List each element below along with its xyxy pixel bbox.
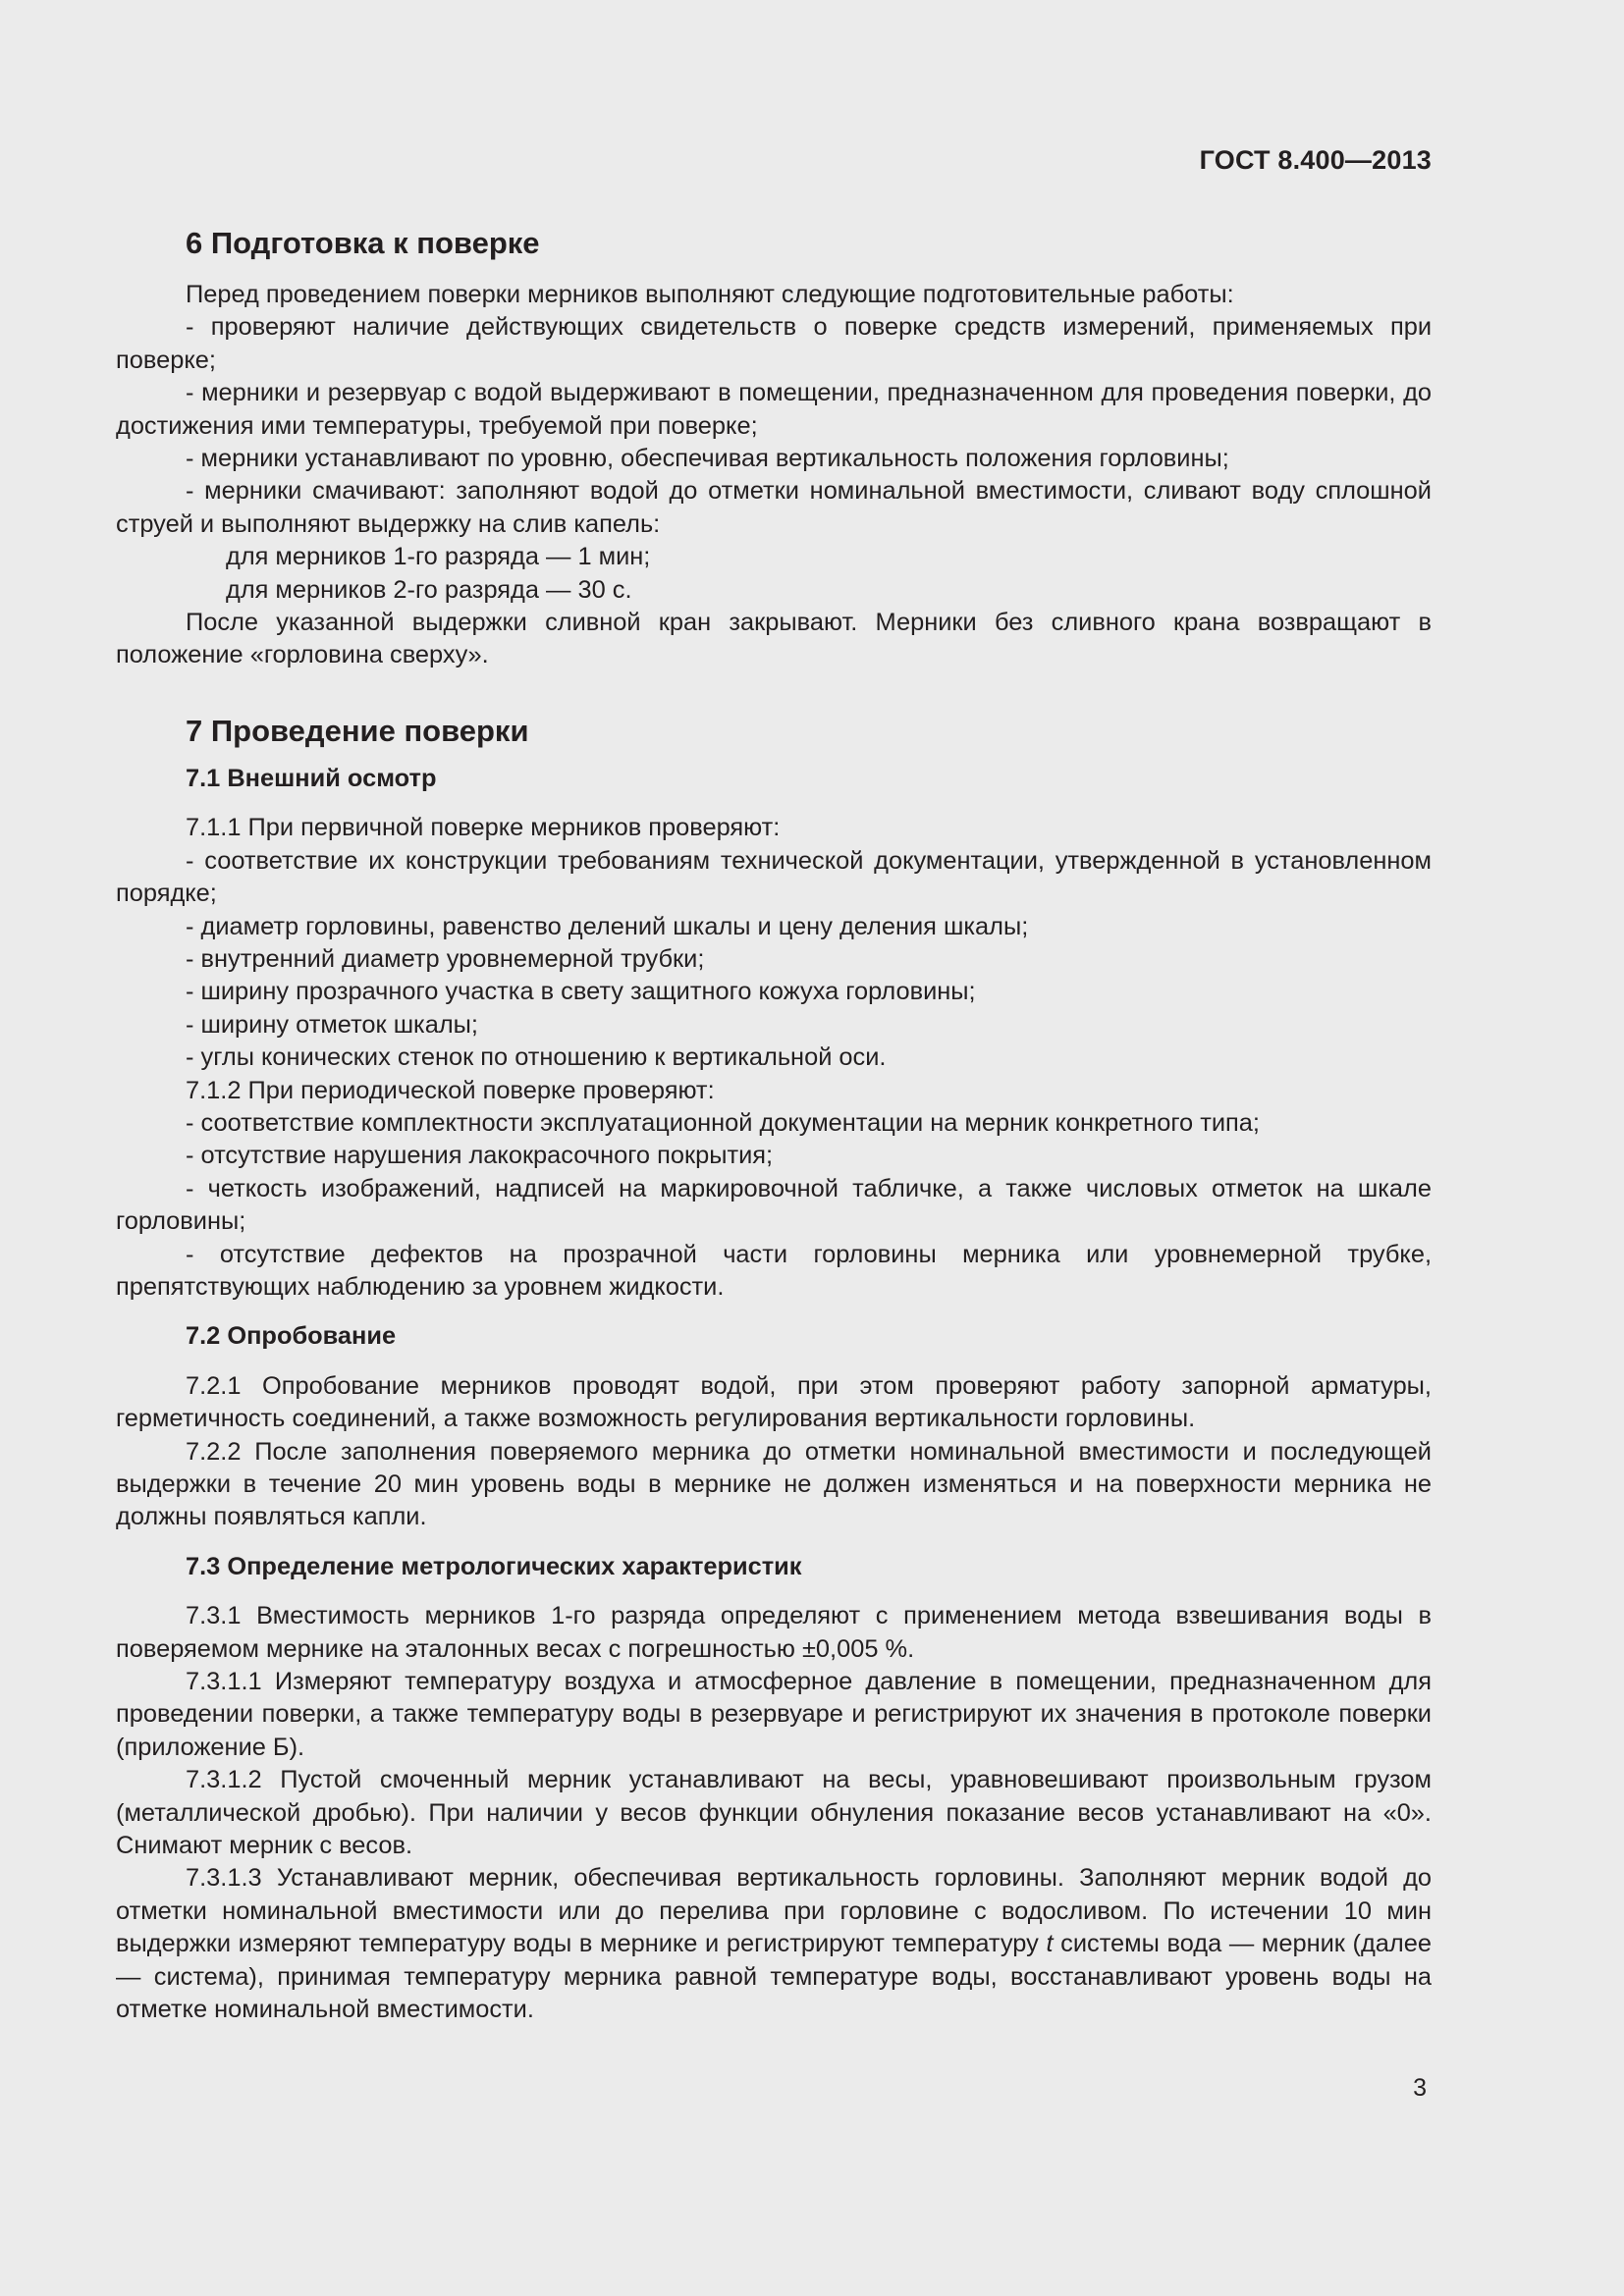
subsection-7-1-title: 7.1 Внешний осмотр	[186, 764, 437, 792]
list-item: - ширину прозрачного участка в свету защитного кожуха горловины;	[186, 978, 976, 1006]
paragraph: 7.1.1 При первичной поверке мерников проверяют:	[186, 814, 781, 842]
temperature-symbol: t	[1046, 1930, 1054, 1958]
list-item: - внутренний диаметр уровнемерной трубки;	[186, 944, 705, 973]
list-item: - ширину отметок шкалы;	[186, 1010, 478, 1039]
subsection-7-2-title: 7.2 Опробование	[186, 1322, 397, 1351]
sub-item: для мерников 2-го разряда — 30 с.	[226, 575, 632, 604]
paragraph: 7.1.2 При периодической поверке проверяют:	[186, 1076, 715, 1104]
paragraph: После указанной выдержки сливной кран закрывают. Мерники без сливного крана возвращают в положение «горловина сверху».	[116, 609, 1432, 669]
paragraph: Перед проведением поверки мерников выполняют следующие подготовительные работы:	[186, 281, 1234, 308]
section-7-title: 7 Проведение поверки	[186, 713, 529, 748]
paragraph: 7.2.1 Опробование мерников проводят водой, при этом проверяют работу запорной арматуры, герметичность соединений, а также возможность регулирования вертикальности горловины.	[116, 1371, 1432, 1433]
list-item: - диаметр горловины, равенство делений шкалы и цену деления шкалы;	[186, 912, 1029, 940]
document-page	[116, 0, 1432, 2296]
paragraph	[116, 1862, 1432, 2026]
subsection-7-3-title: 7.3 Определение метрологических характеристик	[186, 1552, 802, 1580]
page-content	[116, 224, 1432, 2027]
section-6-title: 6 Подготовка к поверке	[186, 226, 540, 260]
document-id-header: ГОСТ 8.400—2013	[1199, 145, 1432, 175]
paragraph-text: 7.3.1.3 Устанавливают мерник, обеспечивая вертикальность горловины. Заполняют мерник водой до отметки номинальной вместимости или до перелива при горловине с водосливом. По истечении 10 мин выдержки измеряют температуру воды в мернике и регистрируют температуру	[116, 1864, 1432, 1958]
list-item: - соответствие их конструкции требованиям технической документации, утвержденной в установленном порядке;	[116, 846, 1432, 908]
list-item: - соответствие комплектности эксплуатационной документации на мерник конкретного типа;	[186, 1108, 1260, 1137]
list-item: - мерники смачивают: заполняют водой до отметки номинальной вместимости, сливают воду сплошной струей и выполняют выдержку на слив капель:	[116, 477, 1432, 538]
list-item: - мерники устанавливают по уровню, обеспечивая вертикальность положения горловины;	[186, 445, 1229, 473]
list-item: - углы конических стенок по отношению к вертикальной оси.	[186, 1043, 887, 1072]
list-item: - отсутствие нарушения лакокрасочного покрытия;	[186, 1142, 774, 1170]
list-item: - четкость изображений, надписей на маркировочной табличке, а также числовых отметок на шкале горловины;	[116, 1174, 1432, 1236]
paragraph: 7.3.1.1 Измеряют температуру воздуха и атмосферное давление в помещении, предназначенном для проведении поверки, а также температуру воды в резервуаре и регистрируют их значения в протоколе поверки (приложение Б).	[116, 1668, 1432, 1761]
paragraph: 7.3.1.2 Пустой смоченный мерник устанавливают на весы, уравновешивают произвольным грузом (металлической дробью). При наличии у весов функции обнуления показание весов устанавливают на «0». Снимают мерник с весов.	[116, 1766, 1432, 1860]
paragraph: 7.3.1 Вместимость мерников 1-го разряда определяют с применением метода взвешивания воды в поверяемом мернике на эталонных весах с погрешностью ±0,005 %.	[116, 1602, 1432, 1663]
paragraph: 7.2.2 После заполнения поверяемого мерника до отметки номинальной вместимости и последующей выдержки в течение 20 мин уровень воды в мернике не должен изменяться и на поверхности мерника не должны появляться капли.	[116, 1437, 1432, 1531]
list-item: - отсутствие дефектов на прозрачной части горловины мерника или уровнемерной трубке, препятствующих наблюдению за уровнем жидкости.	[116, 1240, 1432, 1301]
page-number: 3	[1413, 2074, 1427, 2102]
paragraph-text: системы вода — мерник (далее — система), принимая температуру мерника равной температуре воды, восстанавливают уровень воды на отметке номинальной вместимости.	[116, 1930, 1432, 2024]
list-item: - проверяют наличие действующих свидетельств о поверке средств измерений, применяемых при поверке;	[116, 313, 1432, 374]
list-item: - мерники и резервуар с водой выдерживают в помещении, предназначенном для проведения поверки, до достижения ими температуры, требуемой при поверке;	[116, 379, 1432, 440]
sub-item: для мерников 1-го разряда — 1 мин;	[226, 543, 651, 571]
